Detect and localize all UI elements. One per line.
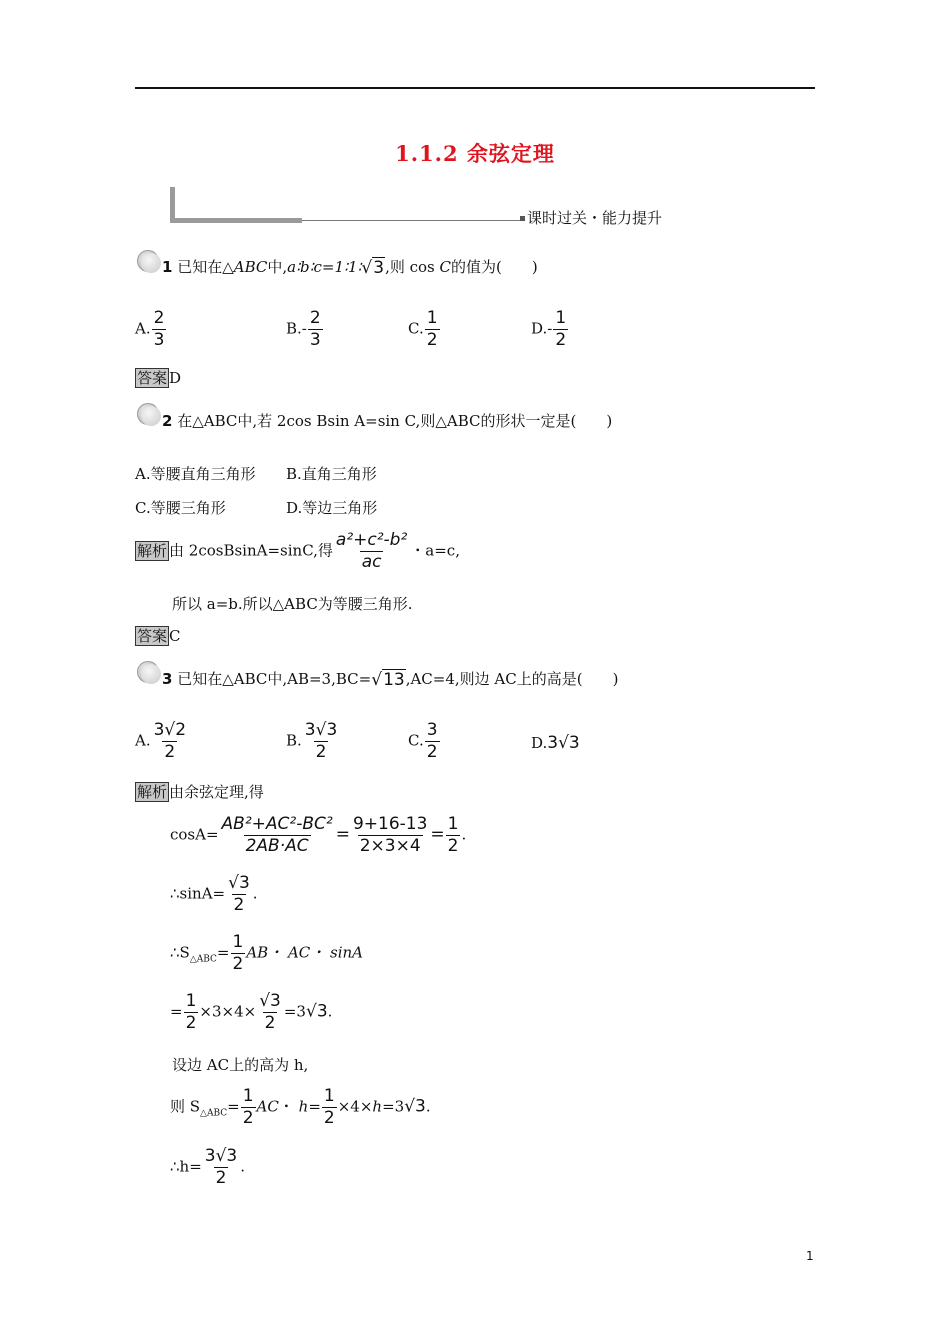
top-rule <box>135 87 815 89</box>
analysis-suffix: ・a=c, <box>410 541 460 560</box>
question-bullet-icon <box>137 661 159 683</box>
answer-value: D <box>169 369 182 387</box>
answer-value: C <box>169 627 181 645</box>
area-calc: = $\frac{1}{2}$ ×3×4× $\frac{√3}{2}$ =3√3. <box>170 991 333 1033</box>
fraction: $\frac{1}{2}$ <box>323 1086 335 1128</box>
option-a: A. $\frac{2}{3}$ <box>135 308 165 350</box>
fraction: $\frac{1}{2}$ <box>447 814 459 856</box>
area-formula: $\therefore S_{\triangle ABC}=$ $\frac{1}{2}$ AB・ AC・ sinA <box>170 932 364 974</box>
fraction: $\frac{1}{2}$ <box>426 308 438 350</box>
option-d: D.等边三角形 <box>286 499 378 517</box>
sqrt-3: √3 <box>361 258 385 278</box>
height-result: ∴h= $\frac{3√3}{2}$ . <box>170 1146 246 1188</box>
q1-text-c: ,则 cos <box>385 258 440 276</box>
analysis-line <box>135 781 264 802</box>
option-a: A. $\frac{3√2}{2}$ <box>135 720 187 762</box>
question-number: 2 <box>162 412 173 430</box>
fraction: $\frac{3√3}{2}$ <box>204 1146 238 1188</box>
answer-line <box>135 626 181 646</box>
q1-text-a: 已知在△ <box>177 258 234 276</box>
analysis-line <box>135 532 460 571</box>
fraction: $\frac{\text{AB²+AC²-BC²}}{2AB\cdot AC}$ <box>221 814 333 856</box>
analysis-text: 由 2cosBsinA=sinC,得 <box>169 541 333 560</box>
fraction: $\frac{1}{2}$ <box>242 1086 254 1128</box>
sin-formula: ∴sinA= $\frac{√3}{2}$ . <box>170 873 258 915</box>
fraction: $\frac{\text{a²+c²-b²}}{ac}$ <box>335 530 408 572</box>
question-3-text <box>162 668 618 690</box>
option-c: C. $\frac{1}{2}$ <box>408 308 438 350</box>
fraction: $\frac{3}{2}$ <box>426 720 438 762</box>
analysis-tag: 解析 <box>137 541 168 560</box>
question-2-text <box>162 410 612 431</box>
banner-bracket-horizontal <box>170 218 302 223</box>
fraction: $\frac{3√2}{2}$ <box>153 720 187 762</box>
fraction: $\frac{1}{2}$ <box>185 991 197 1033</box>
analysis-conclusion: 所以 a=b.所以△ABC为等腰三角形. <box>172 595 413 613</box>
answer-tag: 答案 <box>137 627 168 645</box>
fraction: $\frac{9+16-13}{2\times 3\times 4}$ <box>352 814 428 856</box>
sqrt-13: √13 <box>371 670 405 690</box>
fraction: $\frac{2}{3}$ <box>309 308 321 350</box>
height-equation: 则 $S_{\triangle ABC}=$ $\frac{1}{2}$ AC・ h= $\frac{1}{2}$ ×4×h=3√3. <box>170 1086 431 1128</box>
option-b: B. $\frac{3√3}{2}$ <box>286 720 338 762</box>
fraction: $\frac{√3}{2}$ <box>259 991 281 1033</box>
q2-text: 在△ABC中,若 2cos Bsin A=sin C,则△ABC的形状一定是( ) <box>177 412 613 430</box>
question-bullet-icon <box>137 250 159 272</box>
question-number: 1 <box>162 258 173 276</box>
option-c: C.等腰三角形 <box>135 499 226 517</box>
q3-text-b: ,AC=4,则边 AC上的高是( ) <box>405 670 619 688</box>
banner-label: 课时过关・能力提升 <box>527 209 663 227</box>
option-d: D.- $\frac{1}{2}$ <box>531 308 567 350</box>
page-number: 1 <box>806 1249 814 1263</box>
banner-line <box>302 220 520 221</box>
option-b: B.直角三角形 <box>286 465 377 483</box>
analysis-tag: 解析 <box>137 783 168 801</box>
q3-text-a: 已知在△ABC中,AB=3,BC= <box>177 670 372 688</box>
q1-text-d: 的值为( ) <box>450 258 538 276</box>
banner-square-icon <box>520 216 525 221</box>
q1-abc: ABC <box>233 258 268 276</box>
q1-ratio: a∶b∶c=1∶1∶ <box>287 258 362 276</box>
fraction: $\frac{1}{2}$ <box>232 932 244 974</box>
question-1-text <box>162 256 538 278</box>
fraction: $\frac{√3}{2}$ <box>228 873 250 915</box>
analysis-text: 由余弦定理,得 <box>169 783 264 801</box>
option-a: A.等腰直角三角形 <box>135 465 256 483</box>
fraction: $\frac{1}{2}$ <box>555 308 567 350</box>
option-b: B.- $\frac{2}{3}$ <box>286 308 321 350</box>
q1-var-c: C <box>439 258 451 276</box>
answer-line <box>135 368 181 388</box>
question-bullet-icon <box>137 403 159 425</box>
page-title: 1.1.2 余弦定理 <box>395 141 555 166</box>
option-d: D.3√3 <box>531 733 580 753</box>
option-c: C. $\frac{3}{2}$ <box>408 720 438 762</box>
fraction: $\frac{2}{3}$ <box>153 308 165 350</box>
fraction: $\frac{3√3}{2}$ <box>304 720 338 762</box>
q1-text-b: 中, <box>267 258 288 276</box>
cos-formula: cosA= $\frac{\text{AB²+AC²-BC²}}{2AB\cdot AC}$ = $\frac{9+16-13}{2\times 3\times 4}$ = $\frac{1}{2}$ . <box>170 814 467 856</box>
set-height: 设边 AC上的高为 h, <box>172 1056 309 1074</box>
answer-tag: 答案 <box>137 369 168 387</box>
question-number: 3 <box>162 670 173 688</box>
